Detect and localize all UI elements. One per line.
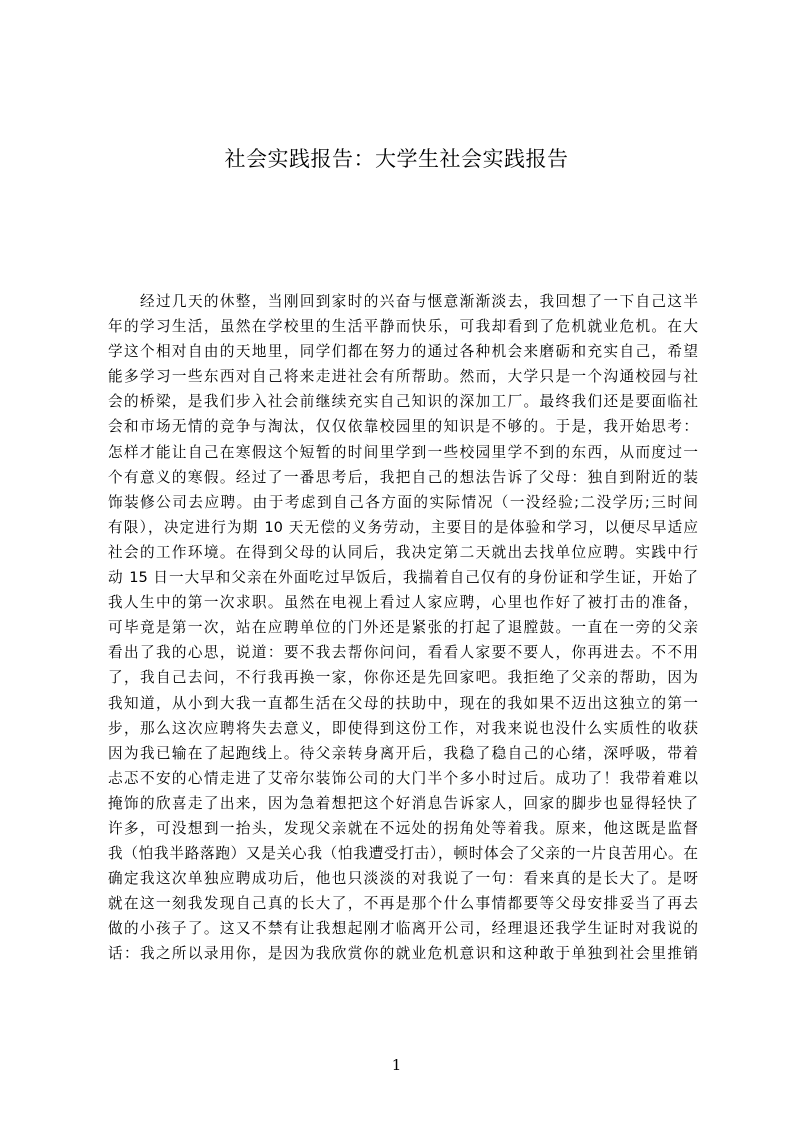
document-title: 社会实践报告：大学生社会实践报告 [224,147,569,171]
page-number: 1 [391,1056,402,1074]
text-line: 怎样才能让自己在寒假这个短暂的时间里学到一些校园里学不到的东西，从而度过一 [108,443,698,461]
text-line: 了，我自己去问，不行我再换一家，你你还是先回家吧。我拒绝了父亲的帮助，因为 [108,669,698,687]
text-line: 有限），决定进行为期 10 天无偿的义务劳动，主要目的是体验和学习，以便尽早适应 [108,518,698,536]
text-line: 学这个相对自由的天地里，同学们都在努力的通过各种机会来磨砺和充实自己，希望 [108,343,698,361]
text-line: 忐忑不安的心情走进了艾帝尔装饰公司的大门半个多小时过后。成功了！我带着难以 [108,769,698,787]
text-line: 会和市场无情的竞争与淘汰，仅仅依靠校园里的知识是不够的。于是，我开始思考： [108,418,698,436]
text-line: 能多学习一些东西对自己将来走进社会有所帮助。然而，大学只是一个沟通校园与社 [108,368,698,386]
text-line: 看出了我的心思，说道：要不我去帮你问问，看看人家要不要人，你再进去。不不用 [108,644,698,662]
body-paragraph [108,289,698,967]
text-line: 因为我已输在了起跑线上。待父亲转身离开后，我稳了稳自己的心绪，深呼吸，带着 [108,744,698,762]
text-line: 确定我这次单独应聘成功后，他也只淡淡的对我说了一句：看来真的是长大了。是呀 [108,870,698,888]
text-line: 步，那么这次应聘将失去意义，即使得到这份工作，对我来说也没什么实质性的收获 [108,719,698,737]
text-line: 年的学习生活，虽然在学校里的生活平静而快乐，可我却看到了危机就业危机。在大 [108,318,698,336]
text-line: 动 15 日一大早和父亲在外面吃过早饭后，我揣着自己仅有的身份证和学生证，开始了 [108,569,698,587]
text-line: 饰装修公司去应聘。由于考虑到自己各方面的实际情况（一没经验;二没学历;三时间 [108,493,698,511]
text-line: 经过几天的休整，当刚回到家时的兴奋与惬意渐渐淡去，我回想了一下自己这半 [140,293,698,310]
text-line: 就在这一刻我发现自己真的长大了，不再是那个什么事情都要等父母安排妥当了再去 [108,895,698,913]
text-line: 可毕竟是第一次，站在应聘单位的门外还是紧张的打起了退膛鼓。一直在一旁的父亲 [108,619,698,637]
text-line: 掩饰的欣喜走了出来，因为急着想把这个好消息告诉家人，回家的脚步也显得轻快了 [108,794,698,812]
text-line: 我知道，从小到大我一直都生活在父母的扶助中，现在的我如果不迈出这独立的第一 [108,694,698,712]
text-line: 做的小孩子了。这又不禁有让我想起刚才临离开公司，经理退还我学生证时对我说的 [108,920,698,938]
text-line: 我（怕我半路落跑）又是关心我（怕我遭受打击），顿时体会了父亲的一片良苦用心。在 [108,845,698,863]
text-line: 社会的工作环境。在得到父母的认同后，我决定第二天就出去找单位应聘。实践中行 [108,543,698,561]
text-line: 会的桥梁，是我们步入社会前继续充实自己知识的深加工厂。最终我们还是要面临社 [108,393,698,411]
text-line: 许多，可没想到一抬头，发现父亲就在不远处的拐角处等着我。原来，他这既是监督 [108,819,698,837]
text-line: 个有意义的寒假。经过了一番思考后，我把自己的想法告诉了父母：独自到附近的装 [108,468,698,486]
text-line: 话：我之所以录用你，是因为我欣赏你的就业危机意识和这种敢于单独到社会里推销 [108,945,698,963]
text-line: 我人生中的第一次求职。虽然在电视上看过人家应聘，心里也作好了被打击的准备， [108,594,698,612]
